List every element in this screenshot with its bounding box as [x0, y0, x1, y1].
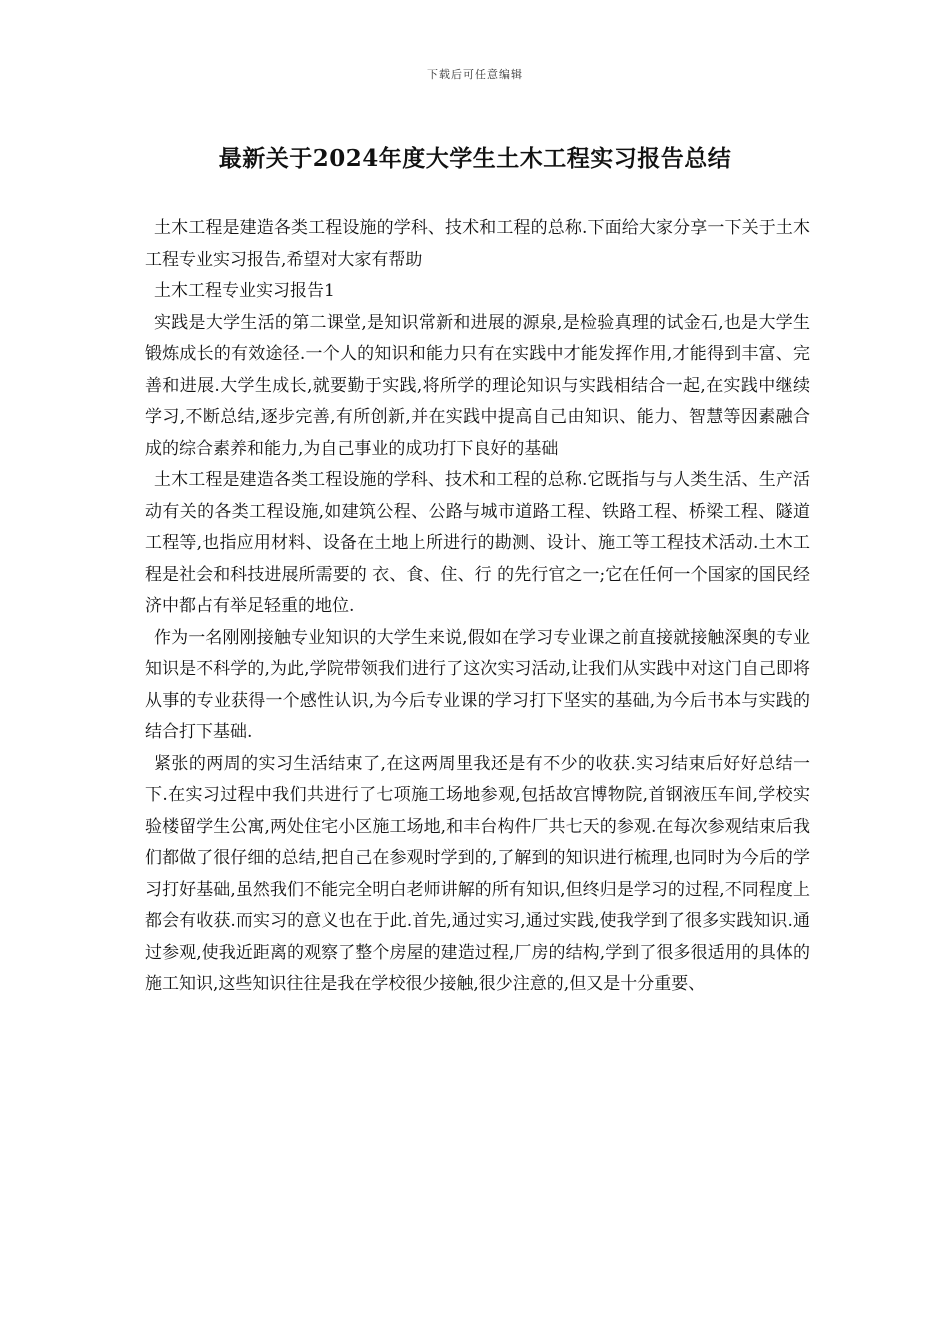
- paragraph-purpose: 作为一名刚刚接触专业知识的大学生来说,假如在学习专业课之前直接就接触深奥的专业知识是不科学的,为此,学院带领我们进行了这次实习活动,让我们从实践中对这门自己即将从事的专业获得一个感性认识,为今后专业课的学习打下坚实的基础,为今后书本与实践的结合打下基础.: [145, 627, 810, 742]
- paragraph-summary: 紧张的两周的实习生活结束了,在这两周里我还是有不少的收获.实习结束后好好总结一下.在实习过程中我们共进行了七项施工场地参观,包括故宫博物院,首钢液压车间,学校实验楼留学生公寓,两处住宅小区施工场地,和丰台构件厂共七天的参观.在每次参观结束后我们都做了很仔细的总结,把自己在参观时学到的,了解到的知识进行梳理,也同时为今后的学习打好基础,虽然我们不能完全明白老师讲解的所有知识,但终归是学习的过程,不同程度上都会有收获.而实习的意义也在于此.首先,通过实习,通过实践,使我学到了很多实践知识.通过参观,使我近距离的观察了整个房屋的建造过程,厂房的结构,学到了很多很适用的具体的施工知识,这些知识往往是我在学校很少接触,很少注意的,但又是十分重要、: [145, 753, 810, 994]
- document-title: 最新关于2024年度大学生土木工程实习报告总结: [218, 145, 732, 172]
- paragraph-intro: 土木工程是建造各类工程设施的学科、技术和工程的总称.下面给大家分享一下关于土木工程专业实习报告,希望对大家有帮助: [145, 218, 810, 270]
- section-heading: 土木工程专业实习报告1: [154, 281, 335, 301]
- paragraph-practice: 实践是大学生活的第二课堂,是知识常新和进展的源泉,是检验真理的试金石,也是大学生锻炼成长的有效途径.一个人的知识和能力只有在实践中才能发挥作用,才能得到丰富、完善和进展.大学生成长,就要勤于实践,将所学的理论知识与实践相结合一起,在实践中继续学习,不断总结,逐步完善,有所创新,并在实践中提高自己由知识、能力、智慧等因素融合成的综合素养和能力,为自己事业的成功打下良好的基础: [145, 312, 810, 459]
- header-note: 下载后可任意编辑: [427, 68, 523, 81]
- document-body: [145, 213, 810, 1001]
- paragraph-civil-engineering: 土木工程是建造各类工程设施的学科、技术和工程的总称.它既指与与人类生活、生产活动有关的各类工程设施,如建筑公程、公路与城市道路工程、铁路工程、桥梁工程、隧道工程等,也指应用材料、设备在土地上所进行的勘测、设计、施工等工程技术活动.土木工程是社会和科技进展所需要的 衣、食、住、行 的先行官之一;它在任何一个国家的国民经济中都占有举足轻重的地位.: [145, 470, 810, 616]
